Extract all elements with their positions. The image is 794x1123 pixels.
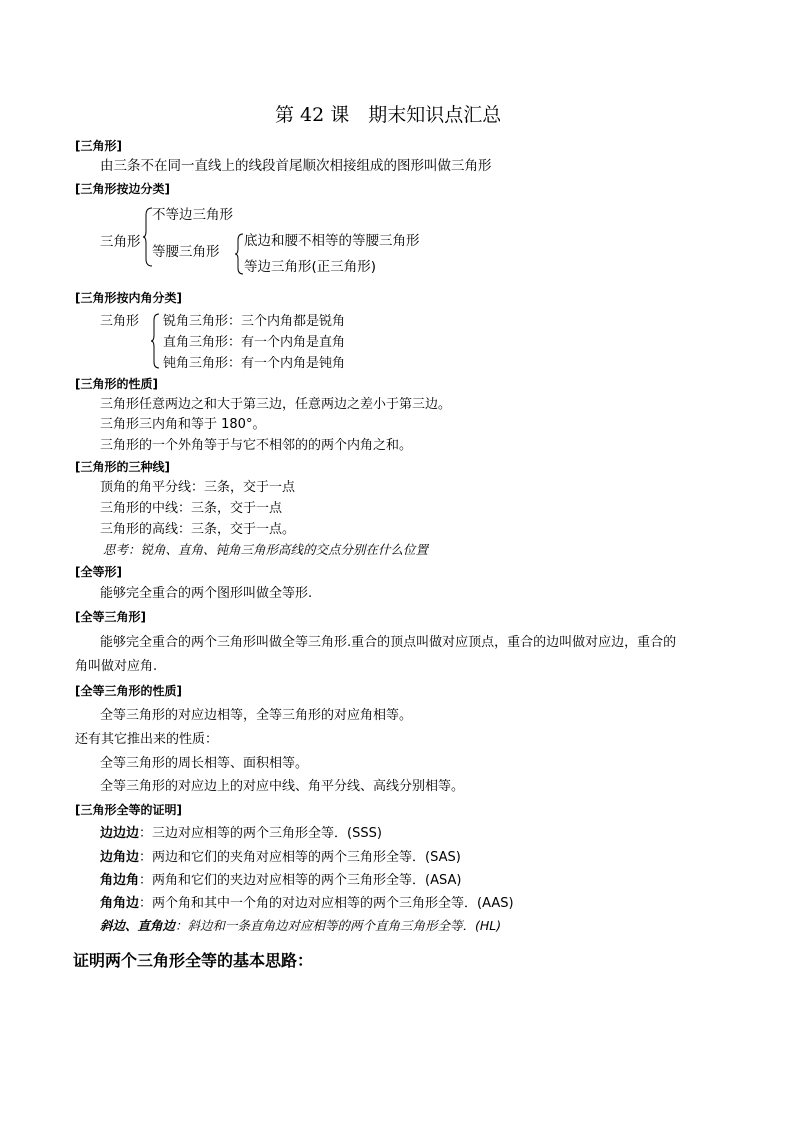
criterion-label: 边边边 xyxy=(100,826,140,841)
criterion-text: ：斜边和一条直角边对应相等的两个直角三角形全等．(HL) xyxy=(175,918,502,933)
tree-root-triangle: 三角形 xyxy=(100,234,141,250)
tree-branch-isosceles: 等腰三角形 xyxy=(152,244,220,260)
section-heading-congruence-proof: [三角形全等的证明] xyxy=(75,803,182,817)
criterion-text: ：两角和它们的夹边对应相等的两个三角形全等．(ASA) xyxy=(139,873,462,888)
three-lines-item: 三角形的中线：三条，交于一点 xyxy=(100,501,283,516)
criterion-label: 斜边、直角边 xyxy=(100,918,176,933)
congruent-property-line: 全等三角形的对应边相等，全等三角形的对应角相等。 xyxy=(100,708,413,723)
section-heading-triangle: [三角形] xyxy=(75,139,122,153)
criterion-hl xyxy=(100,920,501,933)
congruent-property-intro: 还有其它推出来的性质： xyxy=(75,732,219,747)
acute-triangle-item: 锐角三角形：三个内角都是锐角 xyxy=(163,314,346,329)
congruent-property-line: 全等三角形的对应边上的对应中线、角平分线、高线分别相等。 xyxy=(100,779,465,794)
tree-leaf-isosceles-non-equal: 底边和腰不相等的等腰三角形 xyxy=(244,233,420,249)
congruent-triangles-definition: 能够完全重合的两个三角形叫做全等三角形.重合的顶点叫做对应顶点，重合的边叫做对应边，重合的 xyxy=(100,635,677,650)
property-line: 三角形的一个外角等于与它不相邻的的两个内角之和。 xyxy=(100,438,413,453)
criterion-aas xyxy=(100,897,514,910)
congruent-triangles-definition-cont: 角叫做对应角. xyxy=(75,659,158,674)
right-triangle-item: 直角三角形：有一个内角是直角 xyxy=(163,335,346,350)
criterion-sss xyxy=(100,827,382,840)
criterion-text: ：三边对应相等的两个三角形全等．(SSS) xyxy=(139,826,382,841)
section-heading-by-angles: [三角形按内角分类] xyxy=(75,291,182,305)
three-lines-item: 顶角的角平分线：三条，交于一点 xyxy=(100,480,296,495)
criterion-sas xyxy=(100,851,461,864)
criterion-label: 边角边 xyxy=(100,850,140,865)
criterion-label: 角角边 xyxy=(100,896,140,911)
brace-angles xyxy=(150,313,160,369)
section-heading-three-lines: [三角形的三种线] xyxy=(75,460,170,474)
criterion-text: ：两个角和其中一个角的对边对应相等的两个三角形全等．(AAS) xyxy=(139,896,514,911)
tree-root-triangle-angles: 三角形 xyxy=(100,314,140,329)
page-title: 第 42 课 期末知识点汇总 xyxy=(275,104,502,126)
property-line: 三角形三内角和等于 180°。 xyxy=(100,417,266,432)
criterion-asa xyxy=(100,874,461,887)
tree-leaf-equilateral: 等边三角形(正三角形) xyxy=(244,259,377,275)
congruent-property-line: 全等三角形的周长相等、面积相等。 xyxy=(100,756,309,771)
section-heading-properties: [三角形的性质] xyxy=(75,377,158,391)
property-line: 三角形任意两边之和大于第三边，任意两边之差小于第三边。 xyxy=(100,397,452,412)
congruent-figures-definition: 能够完全重合的两个图形叫做全等形. xyxy=(100,586,313,601)
thinking-note: 思考：锐角、直角、钝角三角形高线的交点分别在什么位置 xyxy=(103,542,429,557)
section-heading-congruent-properties: [全等三角形的性质] xyxy=(75,684,182,698)
footer-heading: 证明两个三角形全等的基本思路： xyxy=(73,951,314,970)
section-heading-congruent-triangles: [全等三角形] xyxy=(75,610,146,624)
obtuse-triangle-item: 钝角三角形：有一个内角是钝角 xyxy=(163,356,346,371)
section-heading-by-sides: [三角形按边分类] xyxy=(75,182,170,196)
triangle-definition: 由三条不在同一直线上的线段首尾顺次相接组成的图形叫做三角形 xyxy=(100,158,492,174)
three-lines-item: 三角形的高线：三条，交于一点。 xyxy=(100,522,296,537)
criterion-label: 角边角 xyxy=(100,873,140,888)
section-heading-congruent-figures: [全等形] xyxy=(75,565,122,579)
criterion-text: ：两边和它们的夹角对应相等的两个三角形全等．(SAS) xyxy=(139,850,461,865)
tree-branch-scalene: 不等边三角形 xyxy=(152,207,233,223)
